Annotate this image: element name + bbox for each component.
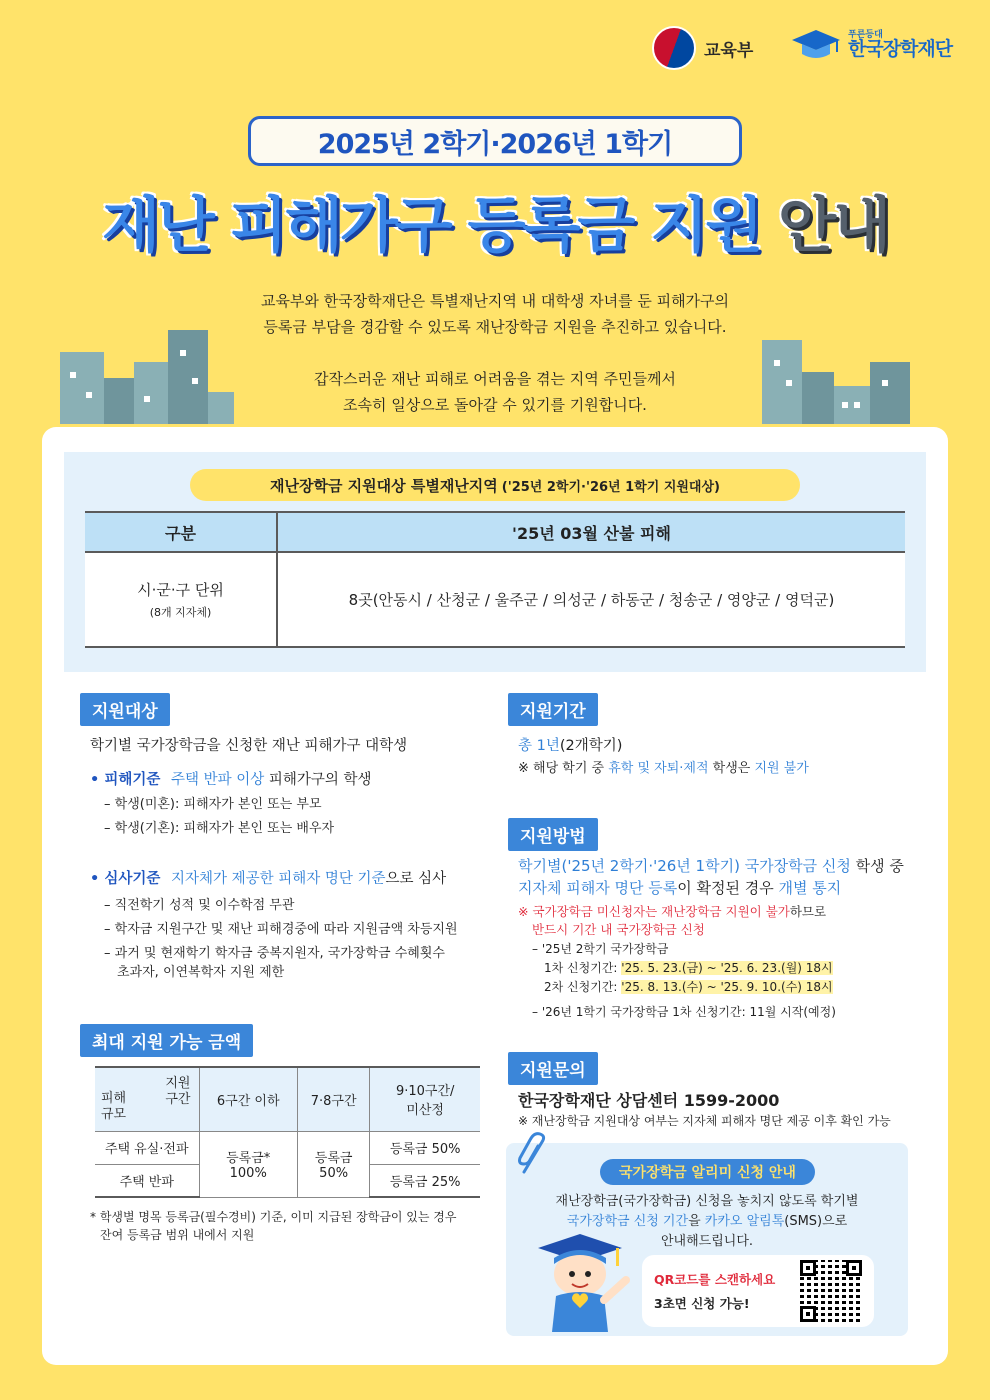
region-table xyxy=(85,511,905,648)
amount-cell: 등록금 50% xyxy=(370,1131,480,1164)
damage-item: – 학생(기혼): 피해자가 본인 또는 배우자 xyxy=(104,821,335,836)
region-unit-cell xyxy=(85,552,277,647)
intro-text xyxy=(160,288,830,418)
review-item: – 직전학기 성적 및 이수학점 무관 xyxy=(104,898,295,913)
review-criteria xyxy=(90,867,446,891)
main-title xyxy=(0,178,990,264)
taeguk-icon xyxy=(652,26,696,70)
amount-corner-cell: 지원 구간 피해 규모 xyxy=(95,1067,199,1131)
damage-criteria xyxy=(90,768,372,792)
kosaf-logo xyxy=(790,28,952,62)
contact-section-header: 지원문의 xyxy=(508,1052,598,1085)
region-areas: 8곳(안동시 / 산청군 / 울주군 / 의성군 / 하동군 / 청송군 / 영양군 / 영덕군) xyxy=(277,552,905,647)
kosaf-name: 한국장학재단 xyxy=(848,38,953,60)
region-col-header: 구분 xyxy=(85,512,277,552)
method-section-header: 지원방법 xyxy=(508,818,598,851)
region-title: 재난장학금 지원대상 특별재난지역 xyxy=(269,476,498,495)
main-title-gray: 안내 xyxy=(778,191,889,261)
damage-highlight: 주택 반파 이상 xyxy=(170,772,265,788)
intro-line: 교육부와 한국장학재단은 특별재난지역 내 대학생 자녀를 둔 피해가구의 xyxy=(260,292,730,310)
amount-table xyxy=(95,1066,480,1198)
target-section-header: 지원대상 xyxy=(80,693,170,726)
period-total: 총 1년(2개학기) xyxy=(518,738,623,754)
intro-line: 갑작스러운 재난 피해로 어려움을 겪는 지역 주민들께서 xyxy=(314,370,676,388)
amount-cell: 등록금* 100% xyxy=(199,1131,297,1197)
amount-note: * 학생별 명목 등록금(필수경비) 기준, 이미 지급된 장학금이 있는 경우 잔여 등록금 범위 내에서 지원 xyxy=(90,1210,457,1242)
paperclip-icon xyxy=(516,1132,550,1176)
amount-col-header: 6구간 이하 xyxy=(199,1067,297,1131)
intro-line: 조속히 일상으로 돌아갈 수 있기를 기원합니다. xyxy=(343,396,647,414)
amount-row-label: 주택 반파 xyxy=(95,1164,199,1197)
qr-quick-text: 3초면 신청 가능! xyxy=(654,1296,750,1311)
review-item: – 학자금 지원구간 및 재난 피해경중에 따라 지원금액 차등지원 xyxy=(104,922,458,937)
contact-note: ※ 재난장학금 지원대상 여부는 지자체 피해자 명단 제공 이후 확인 가능 xyxy=(518,1114,891,1128)
region-title-pill xyxy=(190,469,800,501)
target-lead: 학기별 국가장학금을 신청한 재난 피해가구 대학생 xyxy=(90,738,408,754)
contact-center: 한국장학재단 상담센터 1599-2000 xyxy=(518,1091,780,1110)
method-schedule: – '25년 2학기 국가장학금 1차 신청기간: '25. 5. 23.(금) ~ '25. 6. 23.(월) 18시 2차 신청기간: '25. 8. 13.(수) ~ '25. 9. 10.(수) 18시 – '26년 1학기 국가장학금 1차 신청기간: 11월 시작(예정) xyxy=(532,942,836,1019)
semester-subtitle-box xyxy=(248,116,742,166)
region-unit: 시·군·구 단위 xyxy=(137,581,224,599)
kosaf-slogan: 푸른등대 xyxy=(848,30,883,40)
main-title-blue: 재난 피해가구 등록금 지원 xyxy=(101,191,761,261)
amount-col-header: 7·8구간 xyxy=(297,1067,369,1131)
amount-cell: 등록금 25% xyxy=(370,1164,480,1197)
qr-scan-text: QR코드를 스캔하세요 xyxy=(654,1272,776,1287)
qr-code[interactable] xyxy=(800,1260,862,1322)
amount-row-label: 주택 유실·전파 xyxy=(95,1131,199,1164)
damage-label: • 피해기준 xyxy=(90,772,161,788)
mascot-icon xyxy=(530,1228,634,1336)
amount-cell: 등록금 50% xyxy=(297,1131,369,1197)
amount-col-header: 9·10구간/ 미산정 xyxy=(370,1067,480,1131)
period-section-header: 지원기간 xyxy=(508,693,598,726)
alimi-title-pill: 국가장학금 알리미 신청 안내 xyxy=(600,1159,815,1185)
semester-subtitle: 2025년 2학기·2026년 1학기 xyxy=(317,128,673,160)
method-desc: 학기별('25년 2학기·'26년 1학기) 국가장학금 신청 학생 중 지자체 피해자 명단 등록이 확정된 경우 개별 통지 xyxy=(518,857,904,897)
review-highlight: 지자체가 제공한 피해자 명단 기준 xyxy=(170,871,386,887)
period-note: ※ 해당 학기 중 휴학 및 자퇴·제적 학생은 지원 불가 xyxy=(518,761,809,776)
amount-section-header: 최대 지원 가능 금액 xyxy=(80,1024,253,1057)
moe-label: 교육부 xyxy=(704,40,754,61)
method-warning: ※ 국가장학금 미신청자는 재난장학금 지원이 불가하므로 반드시 기간 내 국가장학금 신청 xyxy=(518,904,827,937)
alimi-desc: 재난장학금(국가장학금) 신청을 놓치지 않도록 학기별 국가장학금 신청 기간을 카카오 알림톡(SMS)으로 안내해드립니다. xyxy=(555,1194,859,1249)
region-col-header: '25년 03월 산불 피해 xyxy=(277,512,905,552)
review-item: – 과거 및 현재학기 학자금 중복지원자, 국가장학금 수혜횟수 xyxy=(104,946,445,961)
intro-line: 등록금 부담을 경감할 수 있도록 재난장학금 지원을 추진하고 있습니다. xyxy=(263,318,727,336)
review-rest: 으로 심사 xyxy=(385,871,447,887)
damage-rest: 피해가구의 학생 xyxy=(268,772,372,788)
region-unit-sub: (8개 지자체) xyxy=(149,606,212,619)
damage-item: – 학생(미혼): 피해자가 본인 또는 부모 xyxy=(104,797,322,812)
moe-logo xyxy=(652,26,753,70)
review-item-cont: 초과자, 이연복학자 지원 제한 xyxy=(117,965,285,980)
graduation-cap-icon xyxy=(790,28,842,62)
region-title-sub: ('25년 2학기·'26년 1학기 지원대상) xyxy=(501,479,720,495)
review-label: • 심사기준 xyxy=(90,871,161,887)
